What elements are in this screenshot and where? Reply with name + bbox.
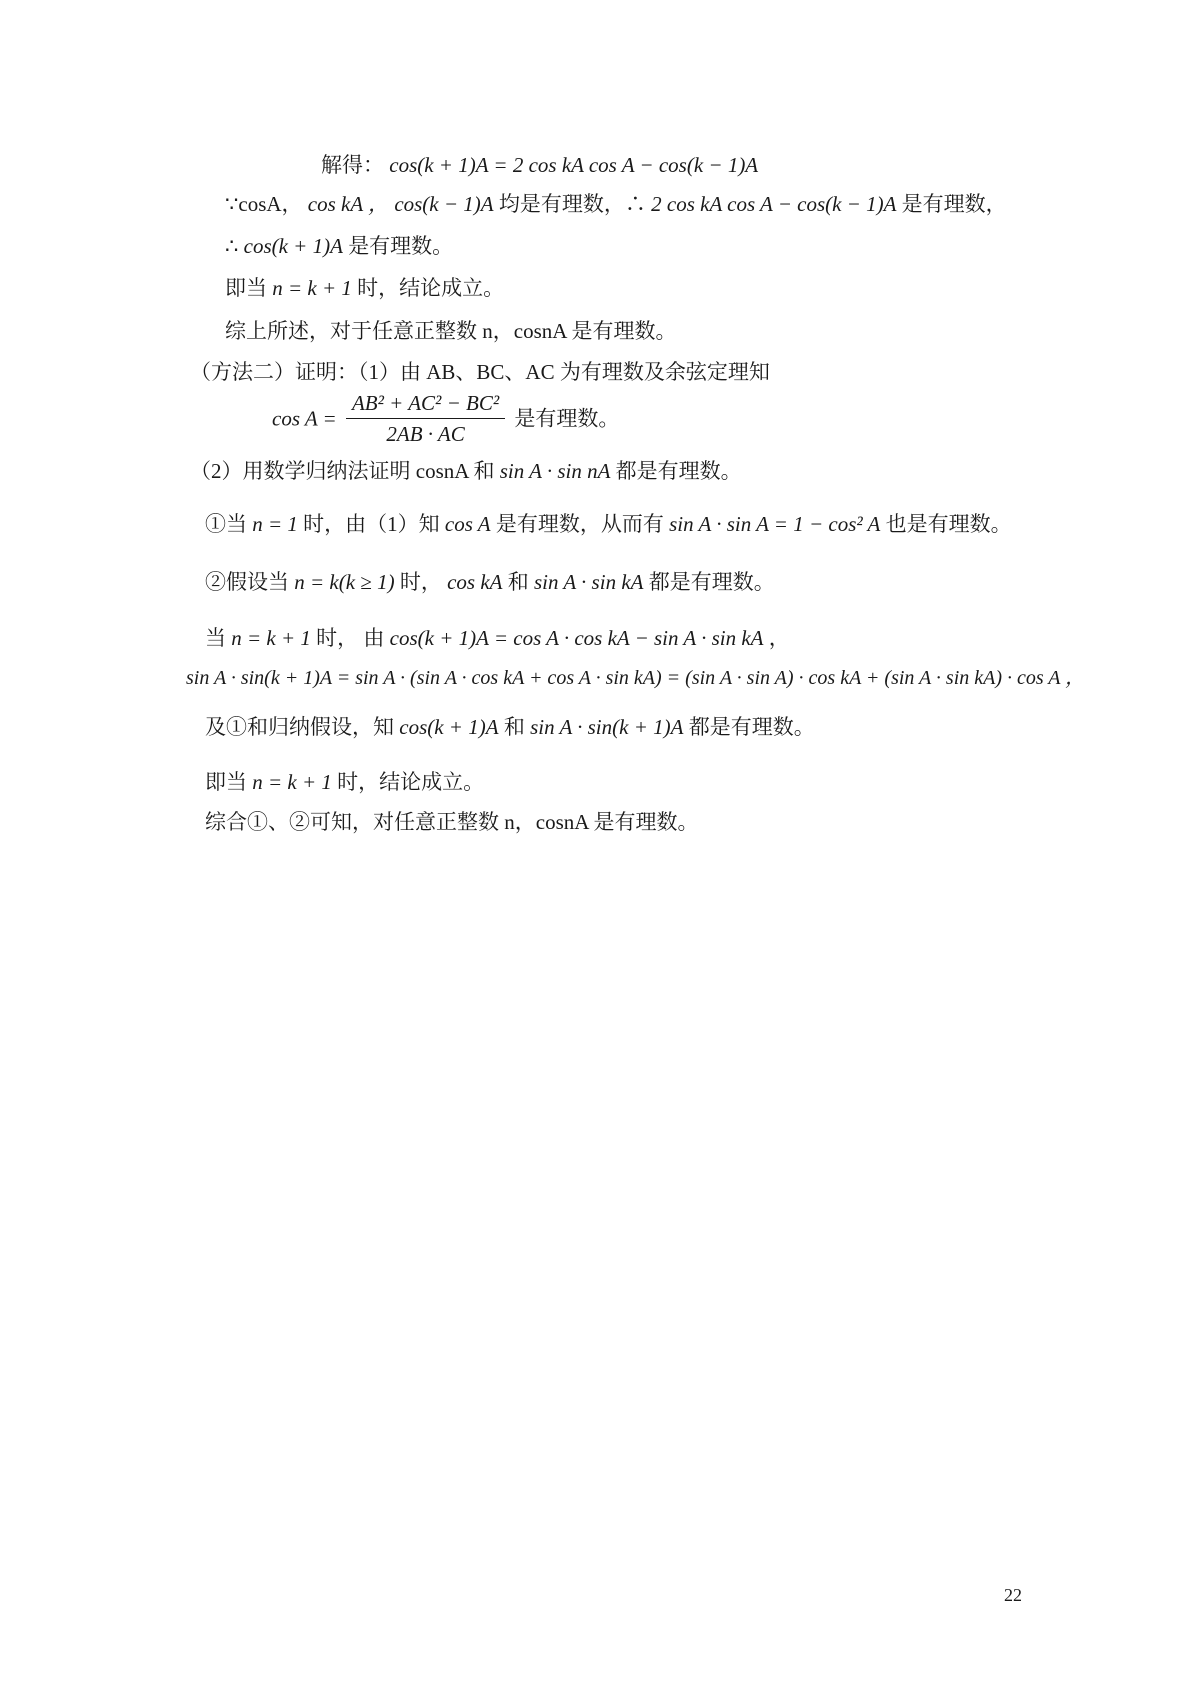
method-two-text: （方法二）证明：（1）由 AB、BC、AC 为有理数及余弦定理知	[190, 360, 770, 384]
sin-product-formula: sin A · sin(k + 1)A = sin A · (sin A · cos kA + cos A · sin kA) = (sin A · sin A) · cos kA + (sin A · sin kA) · cos A ，	[186, 667, 1086, 689]
therefore-symbol: ∴	[225, 234, 244, 258]
therefore-symbol: ∴	[624, 192, 652, 216]
n-equals-k-plus-1: n = k + 1	[231, 626, 311, 650]
rational-text: 均是有理数，	[493, 192, 625, 216]
sinA-sink1A: sin A · sin(k + 1)A	[530, 715, 684, 739]
n-equals-k-plus-1: n = k + 1	[252, 770, 332, 794]
cosA-lhs: cos A =	[272, 406, 337, 431]
sinA-sinkA: sin A · sin kA	[533, 570, 644, 594]
cosine-law-formula	[272, 390, 619, 447]
sin-product-line	[186, 664, 1085, 692]
hypothesis-line	[205, 568, 775, 596]
base-case-line	[205, 510, 1012, 538]
cosine-fraction	[346, 390, 505, 447]
fraction-numerator: AB² + AC² − BC²	[346, 390, 505, 419]
coskA-term: cos kA ，	[307, 192, 390, 216]
text: 当	[205, 626, 232, 650]
fraction-denominator: 2AB · AC	[386, 422, 465, 446]
rational-text: 是有理数，	[896, 192, 1007, 216]
text: ①当	[205, 512, 253, 536]
recurrence-formula: cos(k + 1)A = 2 cos kA cos A − cos(k − 1)A	[389, 153, 759, 177]
text: 都是有理数。	[643, 570, 775, 594]
text: 都是有理数。	[610, 459, 742, 483]
text: 时，	[394, 570, 448, 594]
text: 时，结论成立。	[331, 770, 485, 794]
text: ，	[763, 626, 790, 650]
sinA-sinnA: sin A · sin nA	[499, 459, 611, 483]
text: 时，由（1）知	[297, 512, 445, 536]
cosk1A-expression: cos(k + 1)A	[243, 234, 343, 258]
text: 即当	[225, 276, 273, 300]
conclusion-line	[225, 274, 504, 302]
text: 是有理数，从而有	[490, 512, 670, 536]
method-two-heading	[190, 358, 770, 386]
text: 时， 由	[310, 626, 390, 650]
text: 即当	[205, 770, 253, 794]
because-symbol: ∵	[225, 192, 239, 216]
page-number: 22	[1004, 1585, 1022, 1605]
solution-line	[321, 151, 758, 179]
induction-conclusion-line	[205, 713, 815, 741]
text: ②假设当	[205, 570, 295, 594]
cosA-text: cosA，	[238, 192, 303, 216]
final-summary-text: 综合①、②可知，对任意正整数 n，cosnA 是有理数。	[205, 810, 699, 834]
inductive-step-line	[205, 624, 790, 652]
n-equals-k-plus-1: n = k + 1	[272, 276, 352, 300]
sin-square-identity: sin A · sin A = 1 − cos² A	[669, 512, 881, 536]
because-line	[225, 190, 1007, 218]
induction-statement	[190, 457, 742, 485]
cosk1A-term: cos(k + 1)A	[399, 715, 499, 739]
text: 也是有理数。	[880, 512, 1012, 536]
text: 时，结论成立。	[351, 276, 505, 300]
n-equals-k: n = k(k ≥ 1)	[294, 570, 395, 594]
n-equals-1: n = 1	[252, 512, 298, 536]
summary-text: 综上所述，对于任意正整数 n，cosnA 是有理数。	[225, 319, 677, 343]
cos-addition-formula: cos(k + 1)A = cos A · cos kA − sin A · sin kA	[389, 626, 764, 650]
text: 和	[502, 570, 534, 594]
text: 和	[498, 715, 531, 739]
final-summary-line	[205, 808, 699, 836]
rational-text: 是有理数。	[514, 406, 620, 431]
solution-prefix: 解得：	[321, 153, 384, 177]
conclusion-line-2	[205, 768, 484, 796]
therefore-line	[225, 232, 453, 260]
text: 都是有理数。	[683, 715, 815, 739]
cosk1A-term: cos(k − 1)A	[394, 192, 494, 216]
summary-line	[225, 317, 677, 345]
text: （2）用数学归纳法证明 cosnA 和	[190, 459, 500, 483]
coskA-term: cos kA	[447, 570, 503, 594]
cosA-term: cos A	[444, 512, 491, 536]
rational-text: 是有理数。	[342, 234, 454, 258]
text: 及①和归纳假设，知	[205, 715, 400, 739]
combined-expression: 2 cos kA cos A − cos(k − 1)A	[651, 192, 897, 216]
